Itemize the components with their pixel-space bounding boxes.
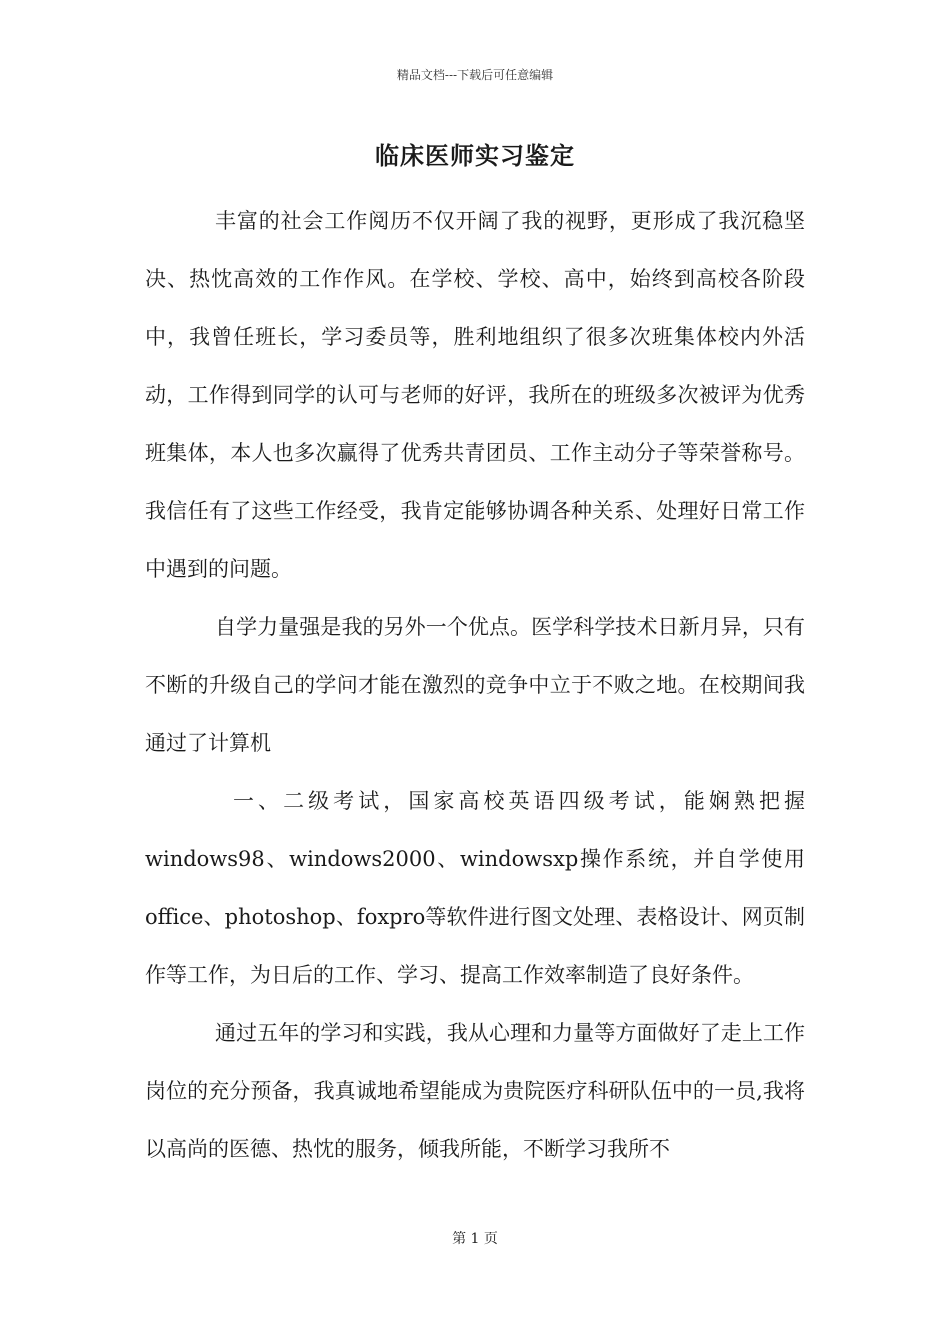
- page-header: 精品文档---下载后可任意编辑: [396, 68, 554, 82]
- document-body: [145, 192, 805, 1178]
- paragraph-2: 自学力量强是我的另外一个优点。医学科学技术日新月异，只有不断的升级自己的学问才能在激烈的竞争中立于不败之地。在校期间我通过了计算机: [145, 615, 805, 755]
- paragraph-4: 通过五年的学习和实践，我从心理和力量等方面做好了走上工作岗位的充分预备，我真诚地希望能成为贵院医疗科研队伍中的一员,我将以高尚的医德、热忱的服务，倾我所能，不断学习我所不: [145, 1021, 805, 1161]
- document-title: 临床医师实习鉴定: [375, 141, 575, 170]
- paragraph-1: 丰富的社会工作阅历不仅开阔了我的视野，更形成了我沉稳坚决、热忱高效的工作作风。在学校、学校、高中，始终到高校各阶段中，我曾任班长，学习委员等，胜利地组织了很多次班集体校内外活动，工作得到同学的认可与老师的好评，我所在的班级多次被评为优秀班集体，本人也多次赢得了优秀共青团员、工作主动分子等荣誉称号。我信任有了这些工作经受，我肯定能够协调各种关系、处理好日常工作中遇到的问题。: [145, 209, 805, 581]
- paragraph-3: 一、二级考试，国家高校英语四级考试，能娴熟把握windows98、windows2000、windowsxp操作系统，并自学使用office、photoshop、foxpro等软件进行图文处理、表格设计、网页制作等工作，为日后的工作、学习、提高工作效率制造了良好条件。: [145, 789, 805, 987]
- page-number: 第 1 页: [452, 1231, 498, 1247]
